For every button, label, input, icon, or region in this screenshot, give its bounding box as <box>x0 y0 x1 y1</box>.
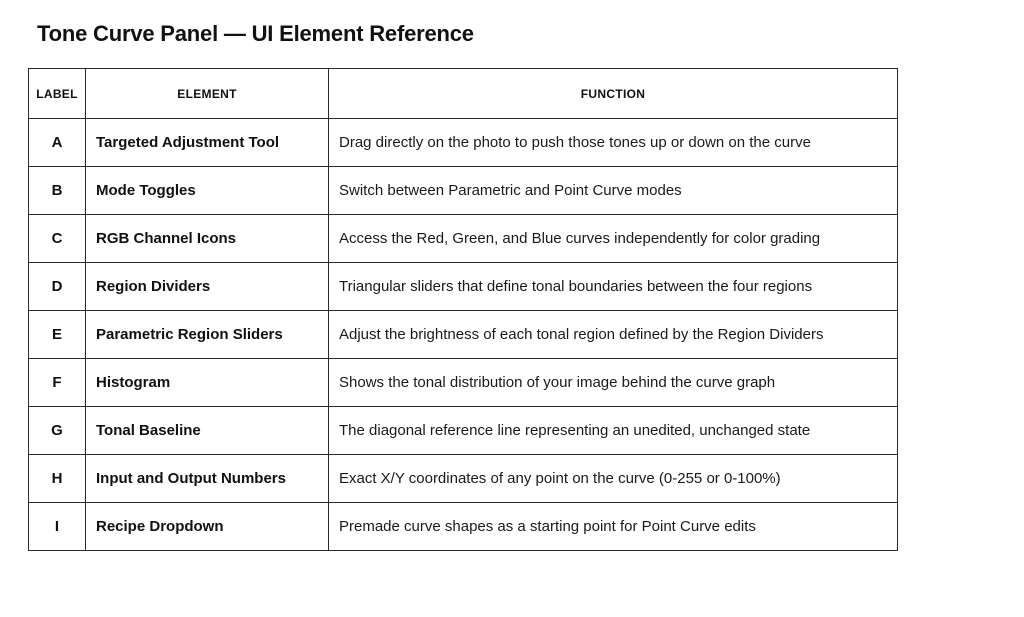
reference-table <box>28 68 898 551</box>
row-element: Targeted Adjustment Tool <box>86 119 329 167</box>
row-element: Input and Output Numbers <box>86 455 329 503</box>
table-row <box>29 311 898 359</box>
table-row <box>29 503 898 551</box>
table-row <box>29 407 898 455</box>
page-title: Tone Curve Panel — UI Element Reference <box>37 21 474 46</box>
row-label: A <box>29 119 86 167</box>
row-element: Tonal Baseline <box>86 407 329 455</box>
row-label: H <box>29 455 86 503</box>
row-function: Triangular sliders that define tonal boundaries between the four regions <box>329 263 898 311</box>
row-function: Adjust the brightness of each tonal region defined by the Region Dividers <box>329 311 898 359</box>
row-label: D <box>29 263 86 311</box>
row-element: Recipe Dropdown <box>86 503 329 551</box>
row-label: F <box>29 359 86 407</box>
table-row <box>29 455 898 503</box>
table-row <box>29 167 898 215</box>
row-element: Parametric Region Sliders <box>86 311 329 359</box>
table-row <box>29 359 898 407</box>
row-label: C <box>29 215 86 263</box>
header-element: ELEMENT <box>86 69 329 119</box>
row-element: RGB Channel Icons <box>86 215 329 263</box>
row-label: E <box>29 311 86 359</box>
row-element: Histogram <box>86 359 329 407</box>
header-function: FUNCTION <box>329 69 898 119</box>
row-function: The diagonal reference line representing an unedited, unchanged state <box>329 407 898 455</box>
row-function: Premade curve shapes as a starting point for Point Curve edits <box>329 503 898 551</box>
row-function: Drag directly on the photo to push those tones up or down on the curve <box>329 119 898 167</box>
row-function: Access the Red, Green, and Blue curves independently for color grading <box>329 215 898 263</box>
row-function: Shows the tonal distribution of your image behind the curve graph <box>329 359 898 407</box>
row-function: Switch between Parametric and Point Curve modes <box>329 167 898 215</box>
table-header-row <box>29 69 898 119</box>
header-label: LABEL <box>29 69 86 119</box>
row-function: Exact X/Y coordinates of any point on the curve (0-255 or 0-100%) <box>329 455 898 503</box>
row-element: Mode Toggles <box>86 167 329 215</box>
row-label: G <box>29 407 86 455</box>
table-row <box>29 263 898 311</box>
row-element: Region Dividers <box>86 263 329 311</box>
table-row <box>29 119 898 167</box>
row-label: B <box>29 167 86 215</box>
table-row <box>29 215 898 263</box>
row-label: I <box>29 503 86 551</box>
